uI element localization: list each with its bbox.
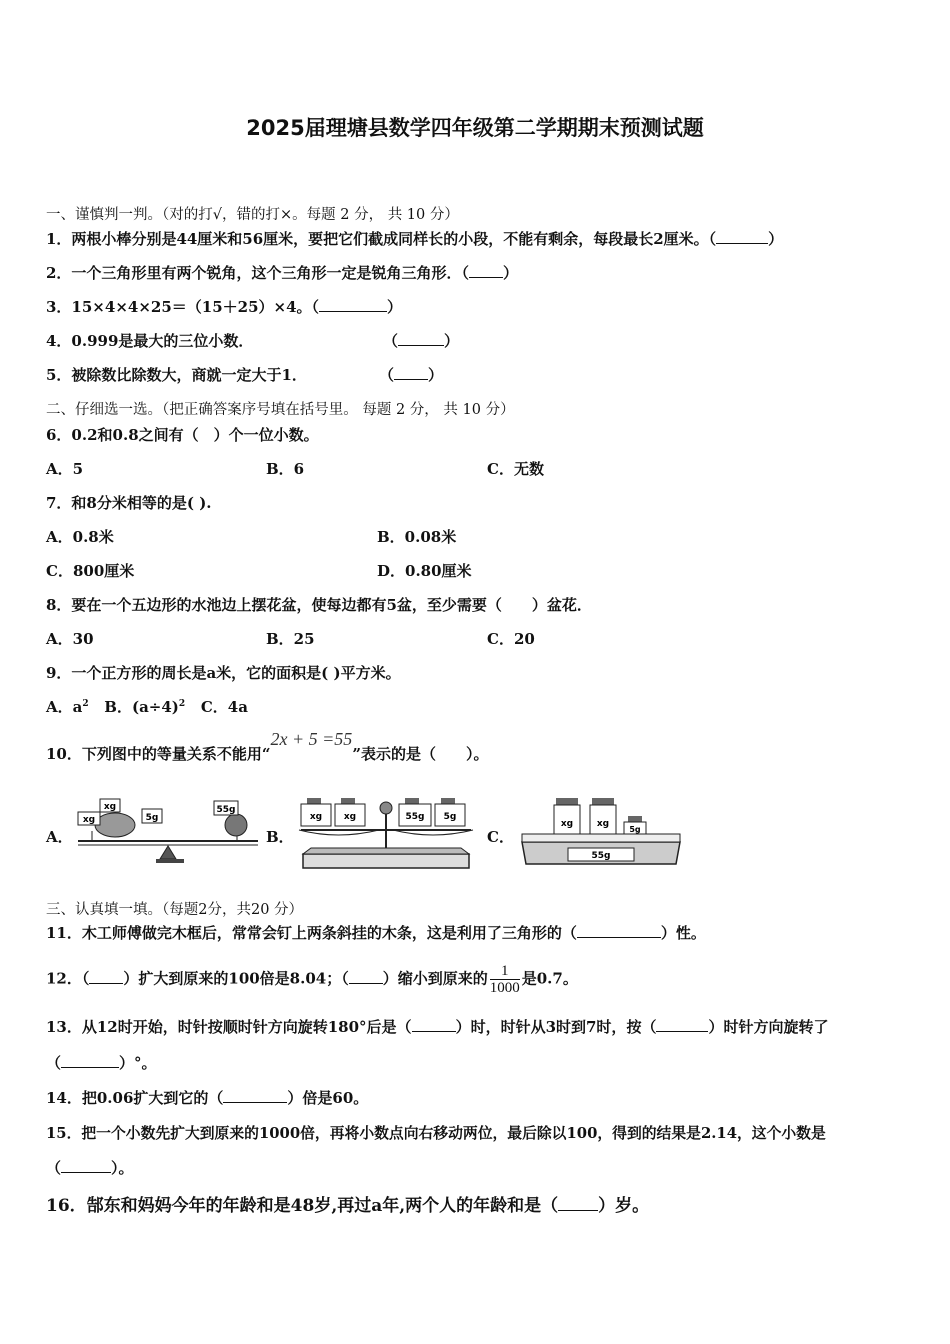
question-14-text: ）倍是60。 — [287, 1089, 369, 1107]
question-15-line-2 — [46, 1157, 134, 1178]
paren-close: ） — [768, 230, 784, 248]
weight-label: 55g — [216, 805, 236, 815]
question-5-text: 5．被除数比除数大，商就一定大于1． — [46, 366, 307, 384]
question-10-text: 10．下列图中的等量关系不能用“ — [46, 745, 271, 763]
question-14-text: 14．把0.06扩大到它的（ — [46, 1089, 224, 1107]
option-a[interactable]: A．0.8米 — [46, 528, 114, 546]
option-b-exponent: 2 — [178, 699, 186, 709]
paren-close: ）°。 — [119, 1054, 157, 1072]
question-9: 9．一个正方形的周长是a米，它的面积是( )平方米。 — [46, 664, 401, 682]
section-3-heading: 三、认真填一填。（每题2分，共20 分） — [46, 902, 304, 918]
question-4-answer — [383, 330, 459, 351]
weight-label: xg — [103, 802, 117, 812]
answer-blank[interactable] — [412, 1017, 456, 1032]
paren-close: ） — [444, 332, 460, 350]
weight-label: 5g — [629, 825, 641, 834]
question-4-text: 4．0.999是最大的三位小数． — [46, 332, 254, 350]
answer-blank[interactable] — [469, 263, 503, 278]
weight-label: xg — [343, 812, 357, 822]
paren-open: （ — [383, 332, 399, 350]
option-b[interactable]: B． — [266, 828, 294, 846]
option-a[interactable] — [46, 698, 89, 716]
weight-label: 55g — [591, 851, 611, 861]
weight-label: 5g — [145, 813, 159, 823]
option-a[interactable]: A． — [46, 828, 73, 846]
option-a-text: A．a — [46, 698, 83, 716]
option-a-exponent: 2 — [82, 699, 89, 709]
question-11-text: 11．木工师傅做完木框后，常常会钉上两条斜挂的木条，这是利用了三角形的（ — [46, 924, 577, 942]
question-10-tail: ”表示的是（ ）。 — [352, 745, 489, 763]
paren-close: ）。 — [111, 1159, 134, 1177]
weight-label: 55g — [405, 812, 425, 822]
question-2-text: 2．一个三角形里有两个锐角，这个三角形一定是锐角三角形．（ — [46, 264, 469, 282]
question-7: 7．和8分米相等的是( ). — [46, 494, 212, 512]
question-8: 8．要在一个五边形的水池边上摆花盆，使每边都有5盆，至少需要（ ）盆花． — [46, 596, 592, 614]
question-12-text: 12．（ — [46, 969, 90, 988]
paren-open: （ — [379, 366, 395, 384]
question-16-text: ）岁。 — [598, 1196, 650, 1216]
paren-close: ） — [387, 298, 403, 316]
option-c[interactable]: C．无数 — [487, 460, 544, 478]
section-1-heading: 一、谨慎判一判。（对的打√，错的打×。每题 2 分， 共 10 分） — [46, 207, 459, 223]
answer-blank[interactable] — [223, 1088, 287, 1103]
answer-blank[interactable] — [716, 229, 768, 244]
answer-blank[interactable] — [577, 923, 661, 938]
option-c[interactable]: C． — [487, 828, 514, 846]
question-12-text: ）缩小到原来的 — [382, 969, 488, 988]
option-a[interactable]: A．30 — [46, 630, 94, 648]
option-b[interactable]: B．25 — [266, 630, 315, 648]
balance-figure-c — [518, 792, 684, 870]
question-4 — [46, 330, 253, 351]
paren-open: （ — [46, 1159, 62, 1177]
option-c[interactable]: C．800厘米 — [46, 562, 135, 580]
question-5-answer — [379, 364, 443, 385]
weight-label: xg — [82, 815, 96, 825]
option-a[interactable]: A．5 — [46, 460, 84, 478]
question-3-text: 3．15×4×4×25＝（15＋25）×4。（ — [46, 298, 320, 316]
fraction-denominator: 1000 — [489, 980, 520, 996]
equation: 2x + 5 =55 — [270, 729, 353, 749]
weight-label: xg — [309, 812, 323, 822]
question-13 — [46, 1016, 828, 1037]
section-2-heading: 二、仔细选一选。（把正确答案序号填在括号里。 每题 2 分， 共 10 分） — [46, 402, 515, 418]
answer-blank[interactable] — [61, 1053, 119, 1068]
question-2 — [46, 262, 518, 283]
answer-blank[interactable] — [558, 1196, 598, 1211]
paren-close: ） — [502, 264, 518, 282]
option-d[interactable]: D．0.80厘米 — [377, 562, 472, 580]
question-13-text: ）时，时针从3时到7时，按（ — [455, 1018, 657, 1036]
answer-blank[interactable] — [398, 331, 444, 346]
answer-blank[interactable] — [394, 365, 428, 380]
question-14 — [46, 1087, 368, 1108]
option-c[interactable]: C．4a — [200, 698, 248, 716]
weight-label: xg — [596, 819, 610, 829]
option-b[interactable]: B．6 — [266, 460, 305, 478]
weight-label: 5g — [443, 812, 457, 822]
answer-blank[interactable] — [656, 1017, 708, 1032]
question-9-options — [46, 696, 248, 717]
question-11 — [46, 922, 706, 943]
paren-open: （ — [46, 1054, 62, 1072]
question-6: 6．0.2和0.8之间有（ ）个一位小数。 — [46, 426, 319, 444]
question-13-line-2 — [46, 1052, 157, 1073]
question-13-text: 13．从12时开始，时针按顺时针方向旋转180°后是（ — [46, 1018, 412, 1036]
option-c[interactable]: C．20 — [487, 630, 535, 648]
question-3 — [46, 296, 402, 317]
balance-figure-b — [293, 790, 479, 872]
question-12-text: ）扩大到原来的100倍是8.04；（ — [123, 969, 349, 988]
question-5 — [46, 364, 307, 385]
weight-label: xg — [560, 819, 574, 829]
question-1 — [46, 228, 783, 249]
fraction-numerator: 1 — [490, 963, 520, 980]
option-b-text: B．(a÷4) — [104, 698, 179, 716]
question-13-text: ）时针方向旋转了 — [708, 1018, 829, 1036]
fraction — [490, 963, 520, 996]
paren-close: ） — [428, 366, 444, 384]
balance-figure-a — [72, 795, 262, 867]
option-b[interactable] — [104, 698, 185, 716]
answer-blank[interactable] — [61, 1158, 111, 1173]
question-10 — [46, 729, 489, 764]
question-15: 15．把一个小数先扩大到原来的1000倍，再将小数点向右移动两位，最后除以100，得到的结果是2.14，这个小数是 — [46, 1125, 826, 1142]
option-b[interactable]: B．0.08米 — [377, 528, 457, 546]
answer-blank[interactable] — [349, 969, 383, 984]
paren-close: ）性。 — [660, 924, 706, 942]
question-16 — [46, 1191, 649, 1216]
question-1-text: 1．两根小棒分别是44厘米和56厘米，要把它们截成同样长的小段，不能有剩余，每段最长2厘米。（ — [46, 230, 717, 248]
question-16-text: 16．郜东和妈妈今年的年龄和是48岁,再过a年,两个人的年龄和是（ — [46, 1196, 559, 1216]
question-12 — [46, 963, 578, 996]
page-title: 2025届理塘县数学四年级第二学期期末预测试题 — [246, 116, 704, 140]
answer-blank[interactable] — [319, 297, 387, 312]
question-12-text: 是0.7。 — [521, 969, 578, 988]
answer-blank[interactable] — [89, 969, 123, 984]
